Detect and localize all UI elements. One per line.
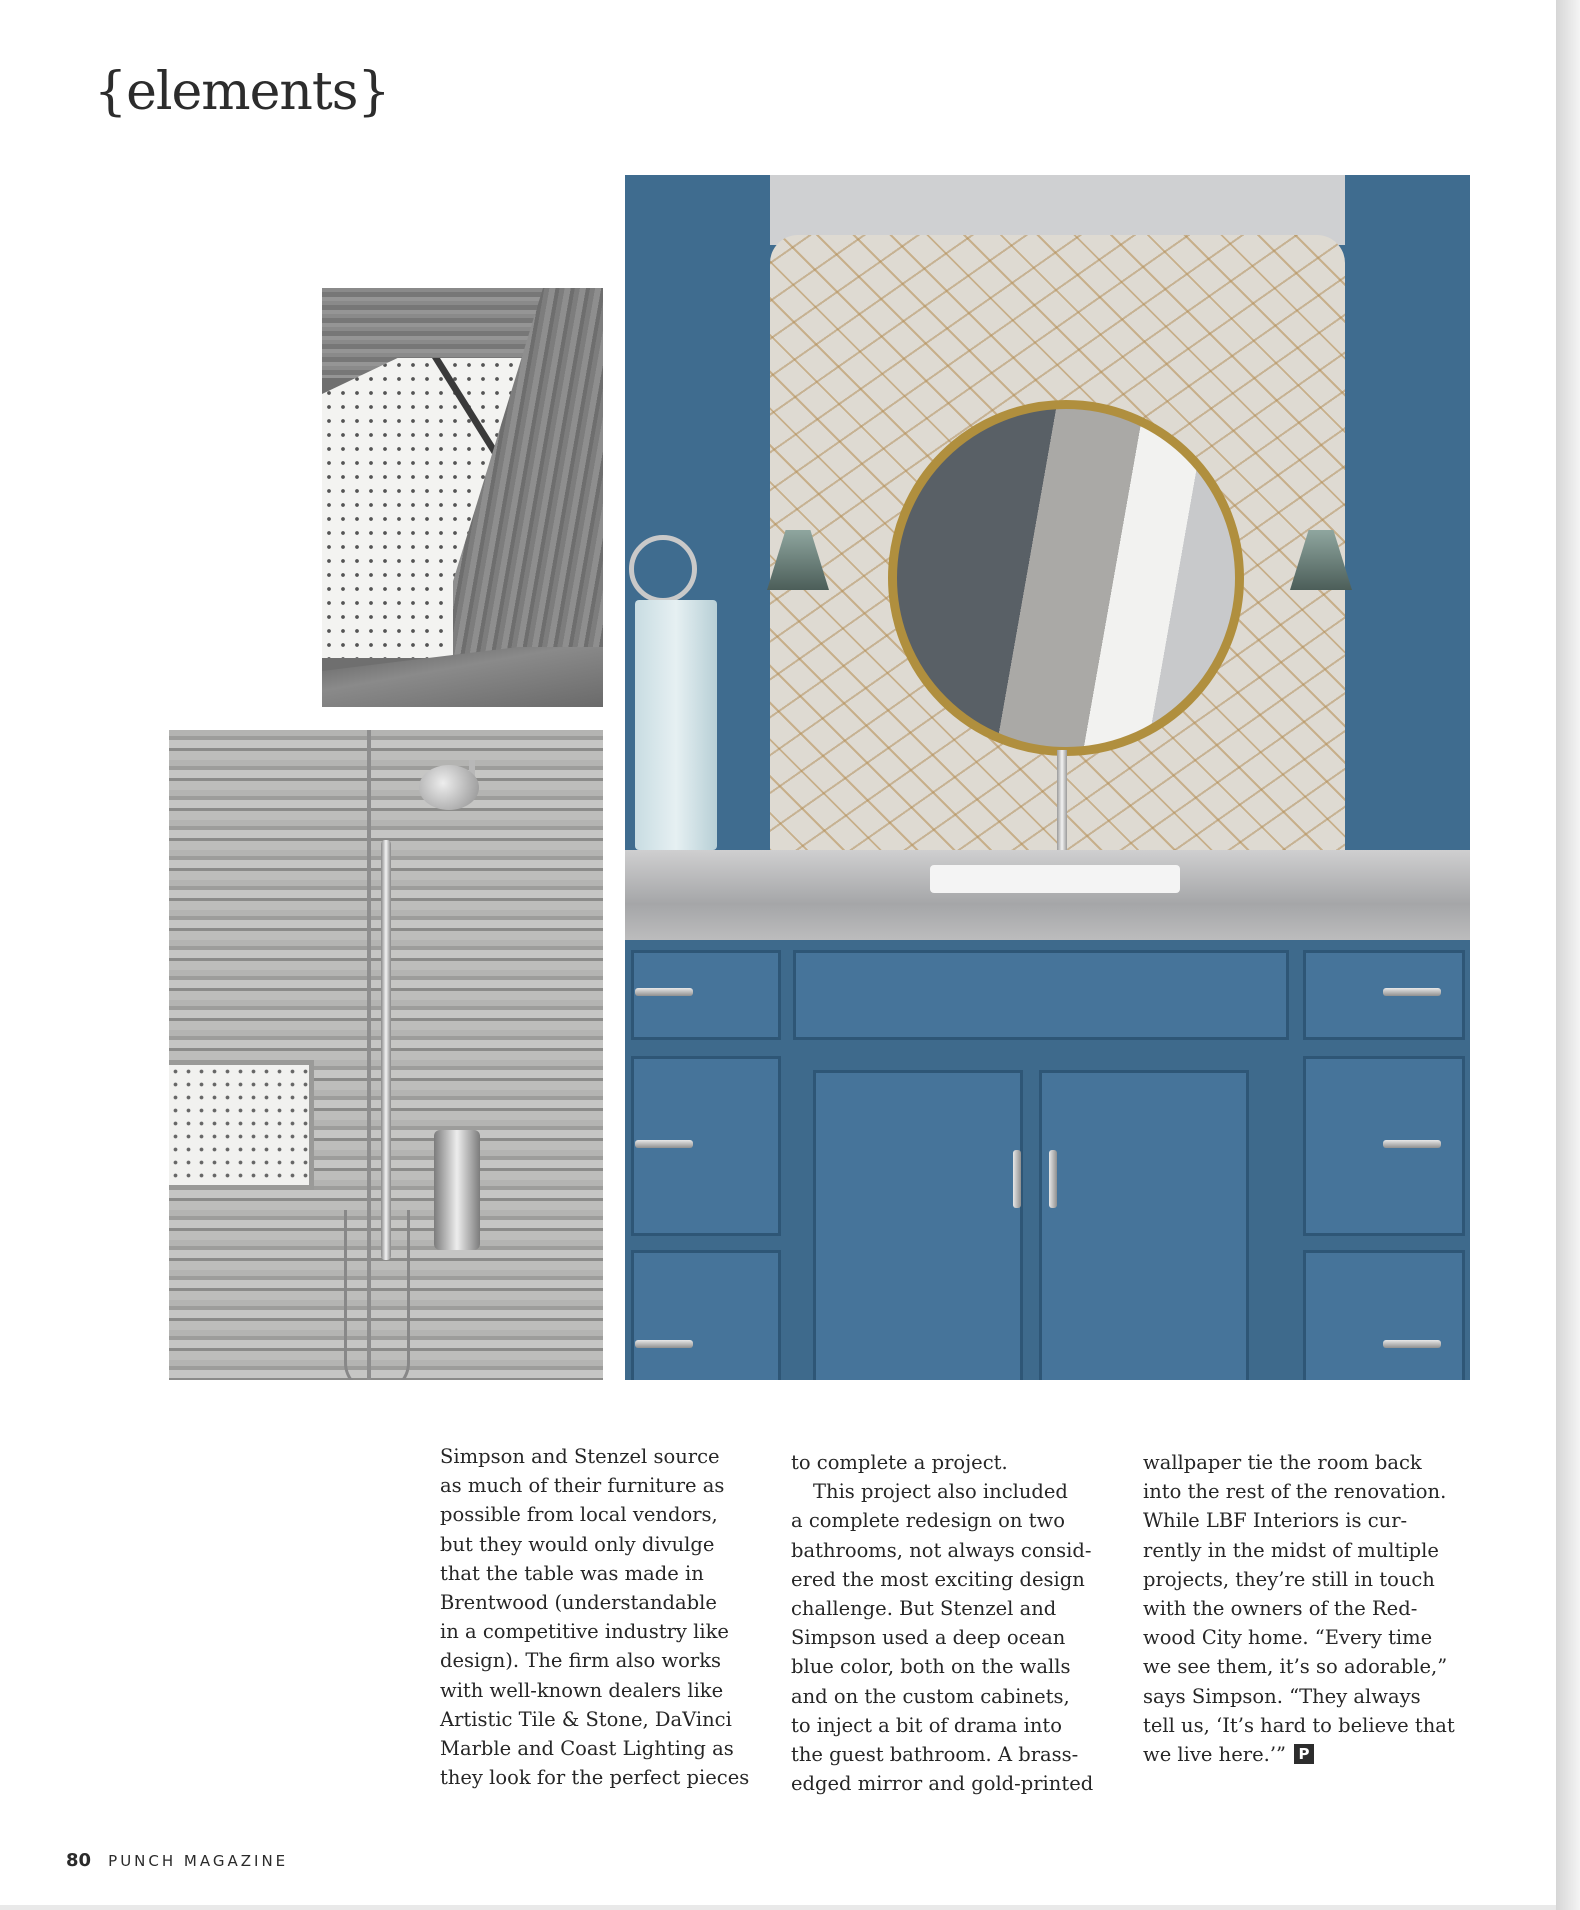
- text-line: to inject a bit of drama into: [791, 1713, 1062, 1737]
- drawer-pull: [1383, 1140, 1441, 1148]
- text-line: edged mirror and gold-printed: [791, 1772, 1094, 1796]
- text-line: ered the most exciting design: [791, 1567, 1085, 1591]
- publication-name: PUNCH MAGAZINE: [108, 1852, 289, 1870]
- cabinet-door-left: [813, 1070, 1023, 1380]
- drawer-pull: [1383, 988, 1441, 996]
- text-line: design). The firm also works: [440, 1649, 722, 1673]
- text-line: blue color, both on the walls: [791, 1655, 1071, 1679]
- text-line: with well-known dealers like: [440, 1678, 724, 1702]
- text-line: challenge. But Stenzel and: [791, 1597, 1057, 1621]
- section-title: {elements}: [94, 62, 390, 122]
- hand-towel: [635, 600, 717, 850]
- drawer-pull: [635, 988, 693, 996]
- end-mark-icon: P: [1294, 1744, 1314, 1764]
- article-column-1: [440, 1442, 749, 1792]
- drawer-front: [1303, 1250, 1465, 1380]
- text-line: to complete a project.: [791, 1451, 1008, 1474]
- text-line: Simpson used a deep ocean: [791, 1626, 1066, 1650]
- text-line-last: [1143, 1740, 1455, 1769]
- door-pull: [1013, 1150, 1021, 1208]
- text-line: This project also included: [813, 1480, 1068, 1504]
- blue-cabinet: [625, 940, 1470, 1380]
- round-brass-mirror: [888, 400, 1244, 756]
- text-line: tell us, ‘It’s hard to believe that: [1143, 1713, 1455, 1737]
- drawer-pull: [635, 1340, 693, 1348]
- text-line: Artistic Tile & Stone, DaVinci: [440, 1707, 732, 1731]
- text-line: we live here.’”: [1143, 1743, 1286, 1767]
- text-line: Marble and Coast Lighting as: [440, 1737, 734, 1761]
- text-line: into the rest of the renovation.: [1143, 1480, 1447, 1504]
- text-line: with the owners of the Red-: [1143, 1597, 1418, 1621]
- article-column-3: [1143, 1448, 1455, 1769]
- text-line: a complete redesign on two: [791, 1509, 1065, 1533]
- text-line: says Simpson. “They always: [1143, 1684, 1421, 1708]
- text-line: that the table was made in: [440, 1561, 704, 1585]
- drawer-pull: [1383, 1340, 1441, 1348]
- text-line: Simpson and Stenzel source: [440, 1445, 720, 1468]
- text-line: rently in the midst of multiple: [1143, 1538, 1439, 1562]
- text-line: we see them, it’s so adorable,”: [1143, 1655, 1448, 1679]
- cabinet-door-right: [1039, 1070, 1249, 1380]
- shower-valve: [434, 1130, 480, 1250]
- slide-bar: [381, 840, 391, 1260]
- text-line: possible from local vendors,: [440, 1503, 718, 1527]
- text-line: the guest bathroom. A brass-: [791, 1743, 1079, 1767]
- mosaic-niche: [169, 1060, 314, 1190]
- page-edge-shadow: [1556, 0, 1580, 1910]
- shower-hose: [344, 1210, 410, 1380]
- drawer-front: [793, 950, 1289, 1040]
- text-line: and on the custom cabinets,: [791, 1684, 1070, 1708]
- shower-floor-photo: [322, 288, 603, 707]
- text-line: wallpaper tie the room back: [1143, 1451, 1422, 1474]
- marble-countertop: [625, 850, 1470, 940]
- door-pull: [1049, 1150, 1057, 1208]
- text-line: wood City home. “Every time: [1143, 1626, 1433, 1650]
- shower-wall-photo: [169, 730, 603, 1380]
- page-number: 80: [66, 1850, 92, 1871]
- text-line: but they would only divulge: [440, 1532, 715, 1556]
- article-column-2: [791, 1448, 1093, 1798]
- text-line: in a competitive industry like: [440, 1620, 729, 1644]
- page-footer: [66, 1850, 288, 1871]
- drawer-pull: [635, 1140, 693, 1148]
- text-line: projects, they’re still in touch: [1143, 1567, 1435, 1591]
- drawer-front: [631, 1250, 781, 1380]
- text-line: they look for the perfect pieces: [440, 1766, 750, 1790]
- text-line: While LBF Interiors is cur-: [1143, 1509, 1408, 1533]
- towel-ring: [629, 535, 697, 603]
- vanity-photo: [625, 175, 1470, 1380]
- faucet: [1057, 750, 1067, 865]
- shower-head-icon: [419, 765, 479, 810]
- text-line: bathrooms, not always consid-: [791, 1538, 1092, 1562]
- text-line: Brentwood (understandable: [440, 1591, 717, 1615]
- text-line: as much of their furniture as: [440, 1474, 725, 1498]
- undermount-sink: [930, 865, 1180, 893]
